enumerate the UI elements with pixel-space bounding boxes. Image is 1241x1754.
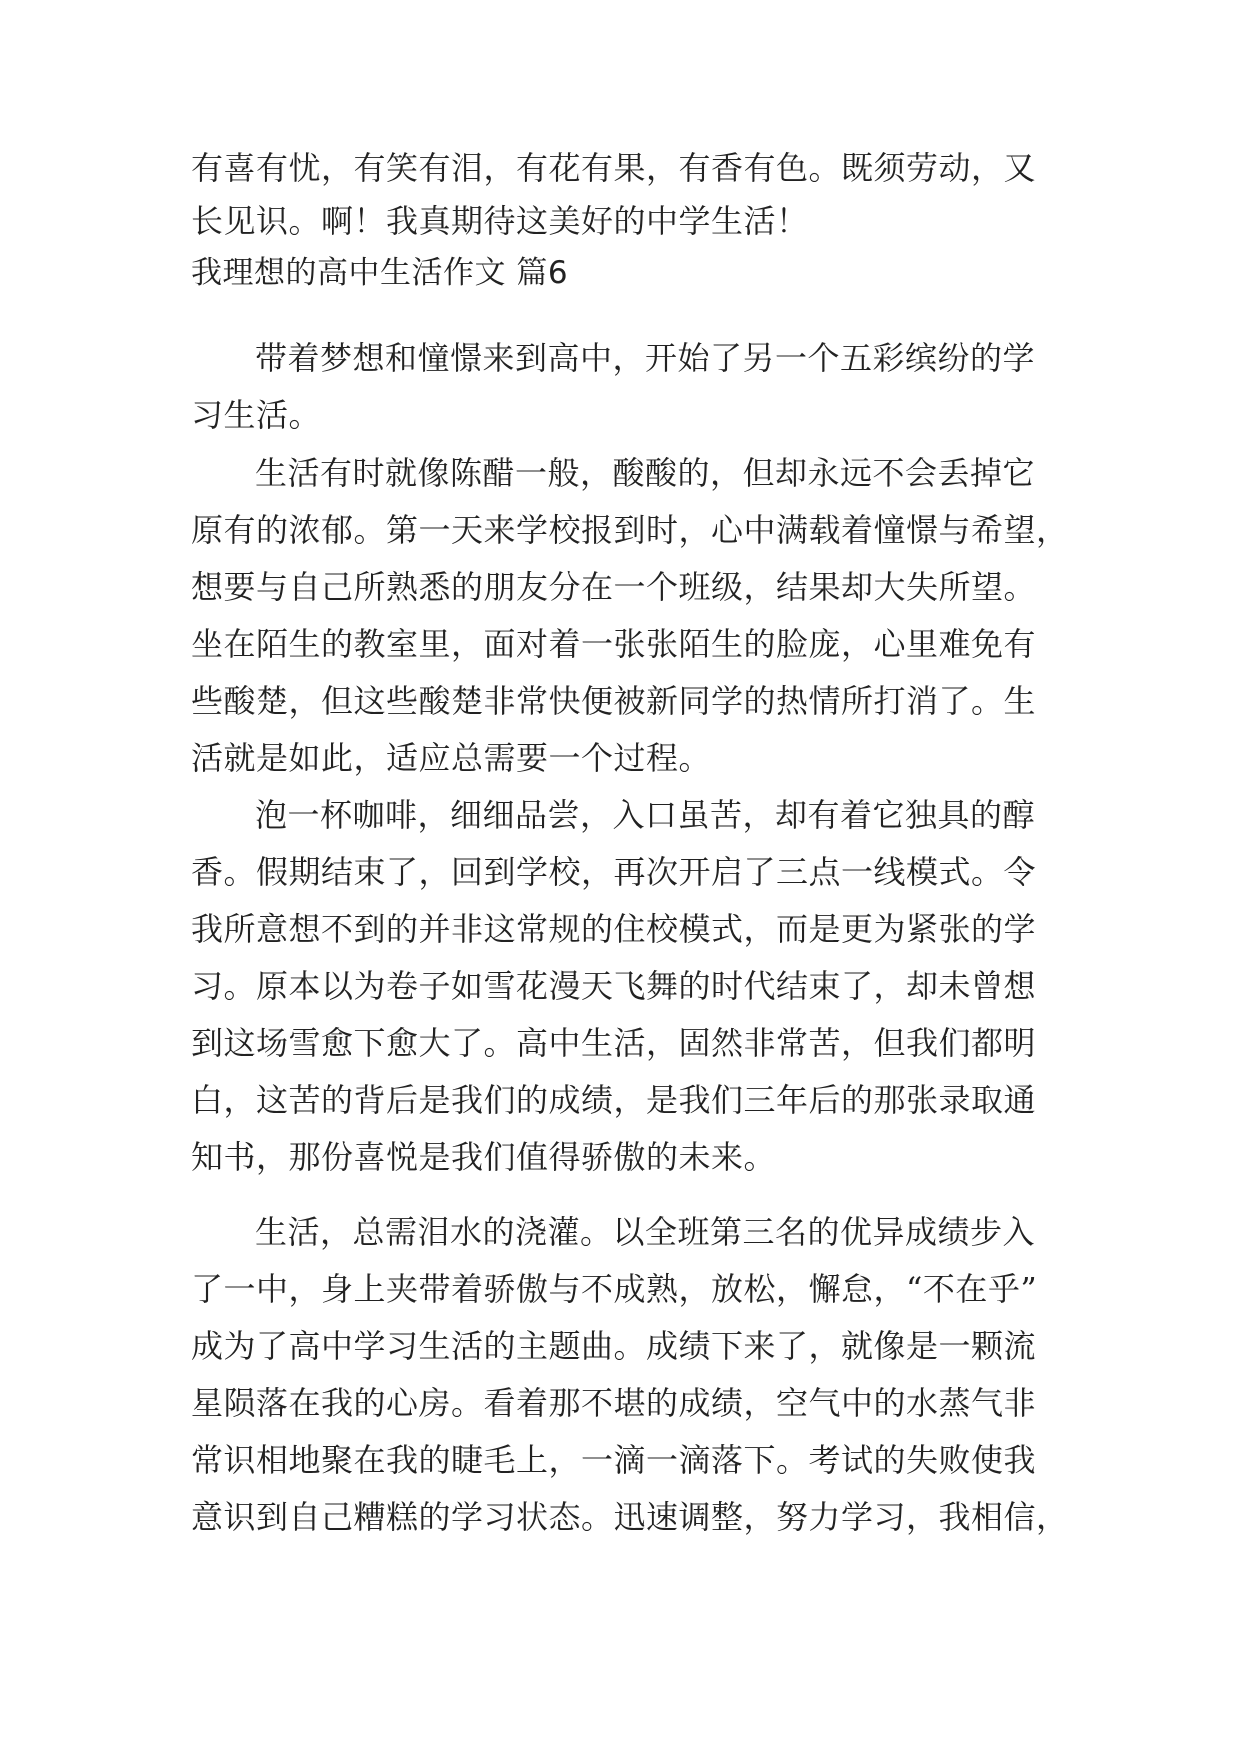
paragraph-line: 白，这苦的背后是我们的成绩，是我们三年后的那张录取通 [191, 1081, 1037, 1119]
paragraph-line: 泡一杯咖啡，细细品尝，入口虽苦，却有着它独具的醇 [255, 796, 1036, 834]
paragraph-line: 些酸楚，但这些酸楚非常快便被新同学的热情所打消了。生 [191, 682, 1037, 720]
paragraph-line: 知书，那份喜悦是我们值得骄傲的未来。 [191, 1138, 777, 1176]
paragraph-line: 香。假期结束了，回到学校，再次开启了三点一线模式。令 [191, 853, 1037, 891]
paragraph-line: 习。原本以为卷子如雪花漫天飞舞的时代结束了，却未曾想 [191, 967, 1037, 1005]
paragraph-line: 想要与自己所熟悉的朋友分在一个班级，结果却大失所望。 [191, 568, 1037, 606]
paragraph-line: 活就是如此，适应总需要一个过程。 [191, 739, 712, 777]
paragraph-line: 意识到自己糟糕的学习状态。迅速调整，努力学习，我相信， [191, 1498, 1069, 1536]
section-heading: 我理想的高中生活作文 篇6 [191, 255, 569, 291]
paragraph-line: 坐在陌生的教室里，面对着一张张陌生的脸庞，心里难免有 [191, 625, 1037, 663]
paragraph-line: 我所意想不到的并非这常规的住校模式，而是更为紧张的学 [191, 910, 1037, 948]
paragraph-line: 成为了高中学习生活的主题曲。成绩下来了，就像是一颗流 [191, 1327, 1037, 1365]
paragraph-line: 生活，总需泪水的浇灌。以全班第三名的优异成绩步入 [255, 1213, 1036, 1251]
paragraph-line: 星陨落在我的心房。看着那不堪的成绩，空气中的水蒸气非 [191, 1384, 1037, 1422]
paragraph-line: 到这场雪愈下愈大了。高中生活，固然非常苦，但我们都明 [191, 1024, 1037, 1062]
paragraph-line: 原有的浓郁。第一天来学校报到时，心中满载着憧憬与希望， [191, 511, 1069, 549]
paragraph-line: 了一中，身上夹带着骄傲与不成熟，放松，懈怠，“不在乎” [191, 1270, 1038, 1308]
paragraph-line: 常识相地聚在我的睫毛上，一滴一滴落下。考试的失败使我 [191, 1441, 1037, 1479]
paragraph-line: 习生活。 [191, 396, 322, 434]
text-line: 有喜有忧，有笑有泪，有花有果，有香有色。既须劳动，又 [191, 149, 1037, 187]
paragraph-line: 生活有时就像陈醋一般，酸酸的，但却永远不会丢掉它 [255, 454, 1036, 492]
paragraph-line: 带着梦想和憧憬来到高中，开始了另一个五彩缤纷的学 [255, 339, 1036, 377]
text-line: 长见识。啊！我真期待这美好的中学生活！ [191, 202, 809, 240]
